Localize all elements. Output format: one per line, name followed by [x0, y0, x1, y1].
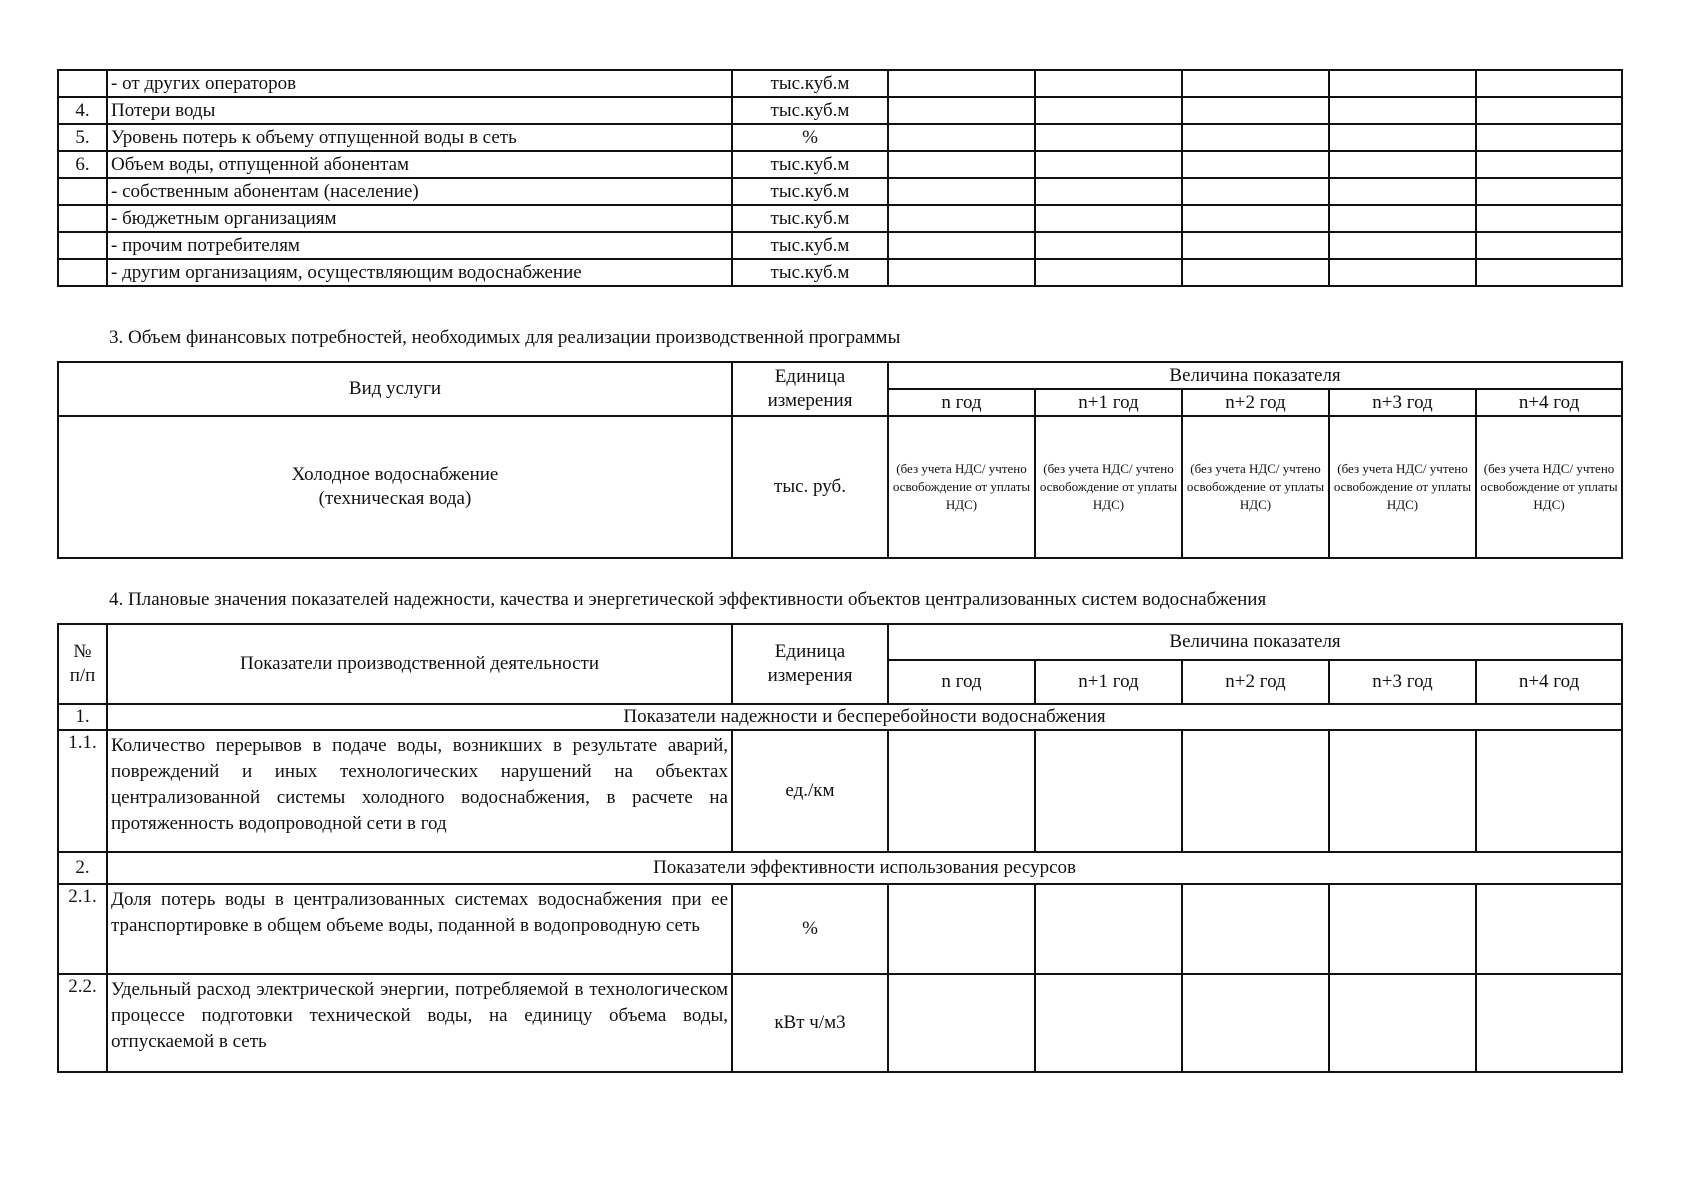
- value-cell: [888, 178, 1035, 205]
- item-text: Доля потерь воды в централизованных системах водоснабжения при ее транспортировке в общем объеме воды, поданной в водопроводную сеть: [107, 884, 732, 974]
- value-cell: [1329, 124, 1476, 151]
- table-row: [58, 259, 1622, 286]
- item-text: Удельный расход электрической энергии, потребляемой в технологическом процессе подготовки технической воды, на единицу объема воды, отпускаемой в сеть: [107, 974, 732, 1072]
- value-cell: [1329, 151, 1476, 178]
- value-cell: [1476, 259, 1622, 286]
- value-cell: [1476, 124, 1622, 151]
- value-cell: [1329, 178, 1476, 205]
- value-cell: [888, 205, 1035, 232]
- item-unit: кВт ч/м3: [732, 974, 888, 1072]
- value-cell: [1329, 232, 1476, 259]
- value-cell: [1035, 259, 1182, 286]
- header-row: [58, 362, 1622, 389]
- value-cell: [1035, 124, 1182, 151]
- service-line1: Холодное водоснабжение: [291, 464, 499, 485]
- value-cell: [888, 232, 1035, 259]
- unit-header: [732, 624, 888, 704]
- table-row: [58, 416, 1622, 558]
- value-cell: [888, 730, 1035, 852]
- indicators-table: [57, 623, 1623, 1073]
- vat-note: (без учета НДС/ учтено освобождение от уплаты НДС): [1182, 416, 1329, 558]
- row-number: [58, 232, 107, 259]
- year-header: n+4 год: [1476, 660, 1622, 704]
- value-cell: [1476, 97, 1622, 124]
- year-header: n+1 год: [1035, 389, 1182, 416]
- value-cell: [1182, 259, 1329, 286]
- value-cell: [1329, 974, 1476, 1072]
- value-cell: [1329, 730, 1476, 852]
- year-header: n+4 год: [1476, 389, 1622, 416]
- section-4-title: 4. Плановые значения показателей надежности, качества и энергетической эффективности объектов централизованных систем водоснабжения: [109, 589, 1267, 610]
- row-number: 6.: [58, 151, 107, 178]
- header-row: [58, 624, 1622, 660]
- value-cell: [1182, 730, 1329, 852]
- vat-note: (без учета НДС/ учтено освобождение от уплаты НДС): [888, 416, 1035, 558]
- item-unit: %: [732, 884, 888, 974]
- value-cell: [888, 884, 1035, 974]
- row-number: 4.: [58, 97, 107, 124]
- value-cell: [1035, 232, 1182, 259]
- row-name: Потери воды: [107, 97, 732, 124]
- group-number: 1.: [58, 704, 107, 730]
- value-cell: [1035, 974, 1182, 1072]
- indicator-header: Показатели производственной деятельности: [107, 624, 732, 704]
- value-cell: [888, 124, 1035, 151]
- row-name: Уровень потерь к объему отпущенной воды в сеть: [107, 124, 732, 151]
- table-row: [58, 205, 1622, 232]
- item-text: Количество перерывов в подаче воды, возникших в результате аварий, повреждений и иных технологических нарушений на объектах централизованной системы холодного водоснабжения, в расчете на протяженность водопроводной сети в год: [107, 730, 732, 852]
- value-cell: [1329, 97, 1476, 124]
- value-cell: [1476, 178, 1622, 205]
- row-unit: тыс.куб.м: [732, 178, 888, 205]
- unit-header-line1: Единица: [774, 641, 846, 662]
- unit-header-line2: измерения: [767, 665, 853, 686]
- table-row: [58, 884, 1622, 974]
- row-unit: тыс.куб.м: [732, 151, 888, 178]
- unit-header: [732, 362, 888, 416]
- unit-header-line1: Единица: [774, 366, 846, 387]
- vat-note: (без учета НДС/ учтено освобождение от уплаты НДС): [1476, 416, 1622, 558]
- row-name: - другим организациям, осуществляющим водоснабжение: [107, 259, 732, 286]
- row-unit: тыс.куб.м: [732, 205, 888, 232]
- service-cell: [58, 416, 732, 558]
- year-header: n год: [888, 660, 1035, 704]
- value-cell: [1329, 205, 1476, 232]
- item-number: 1.1.: [58, 730, 107, 852]
- value-cell: [1035, 730, 1182, 852]
- row-number: [58, 259, 107, 286]
- row-number: [58, 70, 107, 97]
- item-number: 2.2.: [58, 974, 107, 1072]
- water-volume-table: [57, 69, 1623, 287]
- row-name: - бюджетным организациям: [107, 205, 732, 232]
- value-cell: [1476, 730, 1622, 852]
- value-cell: [1182, 97, 1329, 124]
- group-row: [58, 852, 1622, 884]
- value-cell: [1182, 205, 1329, 232]
- row-unit: тыс.куб.м: [732, 259, 888, 286]
- row-number: [58, 205, 107, 232]
- value-cell: [1035, 97, 1182, 124]
- vat-note: (без учета НДС/ учтено освобождение от уплаты НДС): [1329, 416, 1476, 558]
- value-cell: [1035, 205, 1182, 232]
- value-cell: [1182, 70, 1329, 97]
- row-name: - прочим потребителям: [107, 232, 732, 259]
- value-cell: [1476, 884, 1622, 974]
- value-cell: [1182, 232, 1329, 259]
- row-unit: тыс.куб.м: [732, 70, 888, 97]
- value-cell: [1035, 70, 1182, 97]
- table-row: [58, 730, 1622, 852]
- row-unit: тыс.куб.м: [732, 97, 888, 124]
- vat-note: (без учета НДС/ учтено освобождение от уплаты НДС): [1035, 416, 1182, 558]
- table-row: [58, 70, 1622, 97]
- year-header: n+2 год: [1182, 660, 1329, 704]
- row-name: Объем воды, отпущенной абонентам: [107, 151, 732, 178]
- value-cell: [888, 70, 1035, 97]
- table-row: [58, 974, 1622, 1072]
- financial-needs-table: [57, 361, 1623, 559]
- value-cell: [1182, 124, 1329, 151]
- value-cell: [1476, 974, 1622, 1072]
- value-cell: [1182, 884, 1329, 974]
- value-cell: [1476, 151, 1622, 178]
- value-cell: [1182, 974, 1329, 1072]
- value-cell: [1182, 151, 1329, 178]
- value-header: Величина показателя: [888, 624, 1622, 660]
- table-row: [58, 151, 1622, 178]
- row-unit: тыс.куб.м: [732, 232, 888, 259]
- value-cell: [888, 974, 1035, 1072]
- num-header: [58, 624, 107, 704]
- value-cell: [1035, 178, 1182, 205]
- value-cell: [1476, 70, 1622, 97]
- item-unit: ед./км: [732, 730, 888, 852]
- row-number: 5.: [58, 124, 107, 151]
- unit-cell: тыс. руб.: [732, 416, 888, 558]
- value-cell: [888, 151, 1035, 178]
- value-cell: [1476, 205, 1622, 232]
- group-title: Показатели эффективности использования ресурсов: [107, 852, 1622, 884]
- group-row: [58, 704, 1622, 730]
- row-unit: %: [732, 124, 888, 151]
- value-cell: [1035, 884, 1182, 974]
- year-header: n+3 год: [1329, 660, 1476, 704]
- row-number: [58, 178, 107, 205]
- year-header: n+1 год: [1035, 660, 1182, 704]
- num-header-line1: №: [73, 641, 92, 662]
- year-header: n+3 год: [1329, 389, 1476, 416]
- unit-header-line2: измерения: [767, 390, 853, 411]
- year-header: n+2 год: [1182, 389, 1329, 416]
- service-header: Вид услуги: [58, 362, 732, 416]
- row-name: - собственным абонентам (население): [107, 178, 732, 205]
- value-cell: [1329, 884, 1476, 974]
- row-name: - от других операторов: [107, 70, 732, 97]
- group-title: Показатели надежности и бесперебойности водоснабжения: [107, 704, 1622, 730]
- value-cell: [1329, 259, 1476, 286]
- table-row: [58, 124, 1622, 151]
- value-cell: [1182, 178, 1329, 205]
- value-cell: [1035, 151, 1182, 178]
- num-header-line2: п/п: [69, 665, 96, 686]
- table-row: [58, 97, 1622, 124]
- value-cell: [1476, 232, 1622, 259]
- section-3-title: 3. Объем финансовых потребностей, необходимых для реализации производственной программы: [109, 327, 901, 348]
- value-cell: [1329, 70, 1476, 97]
- year-header: n год: [888, 389, 1035, 416]
- value-header: Величина показателя: [888, 362, 1622, 389]
- table-row: [58, 232, 1622, 259]
- group-number: 2.: [58, 852, 107, 884]
- service-line2: (техническая вода): [318, 488, 472, 509]
- value-cell: [888, 259, 1035, 286]
- value-cell: [888, 97, 1035, 124]
- item-number: 2.1.: [58, 884, 107, 974]
- table-row: [58, 178, 1622, 205]
